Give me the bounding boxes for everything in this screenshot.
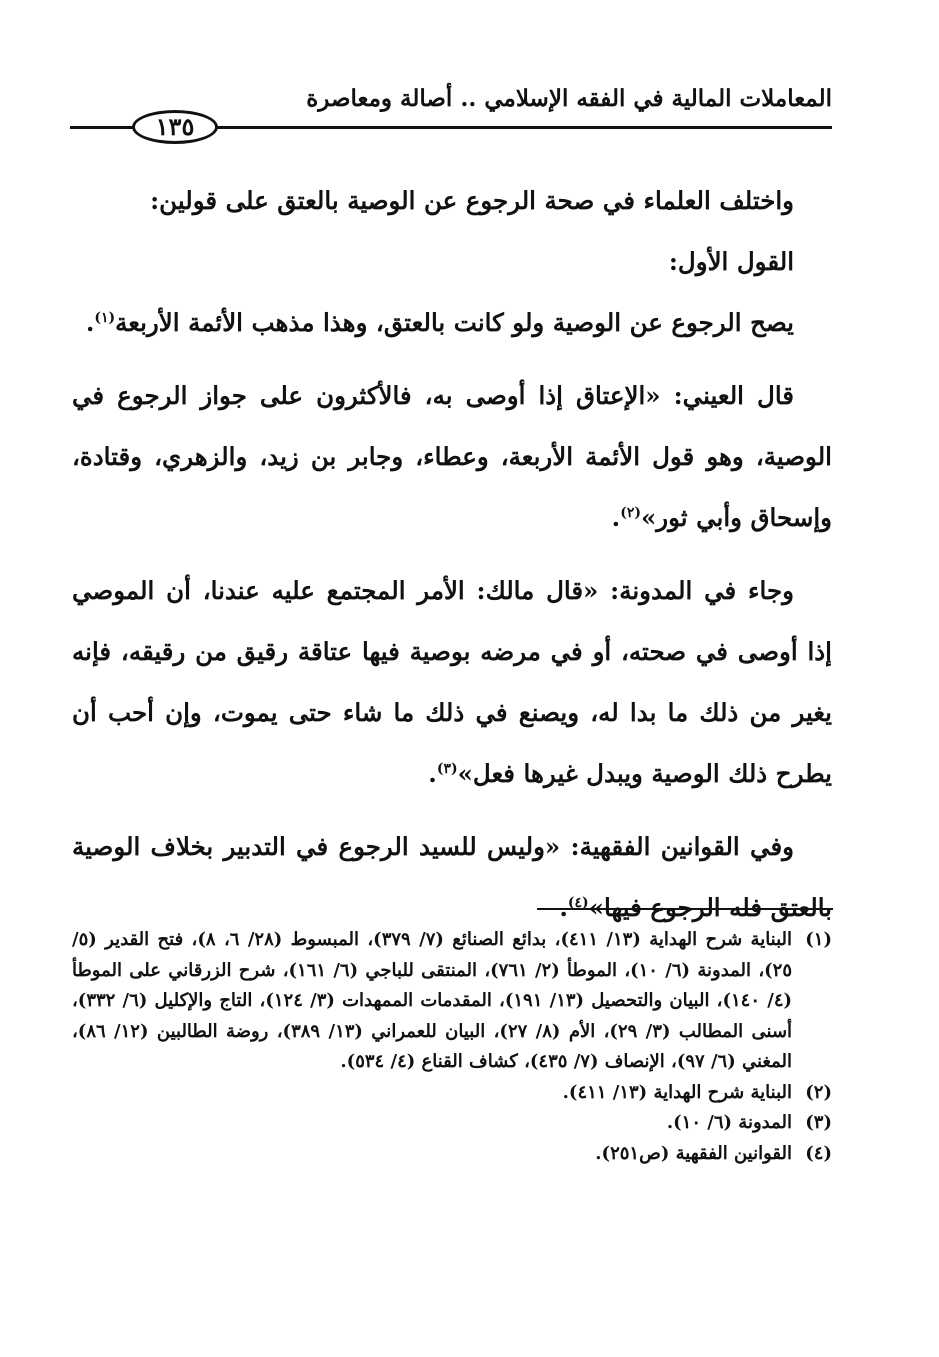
footnote-text: البناية شرح الهداية (١٣/ ٤١١). xyxy=(562,1081,792,1103)
section-heading: القول الأول: xyxy=(668,247,794,276)
period: . xyxy=(559,893,568,922)
paragraph-text: يصح الرجوع عن الوصية ولو كانت بالعتق، وهذا مذهب الأئمة الأربعة xyxy=(115,308,794,337)
footnote-ref-4: (٤) xyxy=(567,895,589,911)
footnote-number: (٤) xyxy=(805,1142,832,1164)
period: . xyxy=(428,759,437,788)
footnote-text: البناية شرح الهداية (١٣/ ٤١١)، بدائع الصنائع (٧/ ٣٧٩)، المبسوط (٢٨/ ٦، ٨)، فتح القدير (٥/ ٢٥)، المدونة (٦/ ١٠)، الموطأ (٢/ ٧٦١)، المنتقى للباجي (٦/ ١٦١)، شرح الزرقاني على الموطأ (٤/ ١٤٠)، البيان والتحصيل (١٣/ ١٩١)، المقدمات الممهدات (٣/ ١٢٤)، التاج والإكليل (٦/ ٣٣٢)، أسنى المطالب (٣/ ٢٩)، الأم (٨/ ٢٧)، البيان للعمراني (١٣/ ٣٨٩)، روضة الطالبين (١٢/ ٨٦)، المغني (٦/ ٩٧)، الإنصاف (٧/ ٤٣٥)، كشاف القناع (٤/ ٥٣٤). xyxy=(72,929,793,1072)
footnote-1 xyxy=(72,925,832,1078)
paragraph-qawanin-quote xyxy=(72,816,832,938)
paragraph-mudawwana-quote xyxy=(72,560,832,804)
paragraph-ayni-quote xyxy=(72,365,832,548)
paragraph-text: وجاء في المدونة: «قال مالك: الأمر المجتمع عليه عندنا، أن الموصي إذا أوصى في صحته، أو في مرضه بوصية فيها عتاقة رقيق من رقيقه، فإنه يغير من ذلك ما بدا له، ويصنع في ذلك ما شاء حتى يموت، وإن أحب أن يطرح ذلك الوصية ويبدل غيرها فعل» xyxy=(72,576,832,788)
footnote-2 xyxy=(72,1078,832,1109)
paragraph-text: قال العيني: «الإعتاق إذا أوصى به، فالأكثرون على جواز الرجوع في الوصية، وهو قول الأئمة الأربعة، وعطاء، وجابر بن زيد، والزهري، وقتادة، وإسحاق وأبي ثور» xyxy=(72,381,832,532)
footnote-ref-1: (١) xyxy=(94,310,116,326)
footnote-separator xyxy=(537,908,833,910)
footnote-4 xyxy=(72,1139,832,1170)
period: . xyxy=(85,308,95,337)
intro-paragraph: واختلف العلماء في صحة الرجوع عن الوصية بالعتق على قولين: xyxy=(150,186,794,215)
footnote-number: (١) xyxy=(805,929,832,950)
paragraph-first-opinion xyxy=(72,292,832,353)
footnote-ref-2: (٢) xyxy=(620,505,641,521)
footnote-3 xyxy=(72,1108,832,1139)
footnote-text: القوانين الفقهية (ص٢٥١). xyxy=(595,1142,792,1164)
footnotes xyxy=(72,925,832,1169)
footnote-number: (٢) xyxy=(805,1081,832,1103)
main-text xyxy=(72,170,832,938)
footnote-text: المدونة (٦/ ١٠). xyxy=(666,1112,792,1133)
period: . xyxy=(611,503,621,532)
footnote-number: (٣) xyxy=(805,1112,832,1133)
page-number: ١٣٥ xyxy=(132,110,218,144)
footnote-ref-3: (٣) xyxy=(436,761,458,777)
running-title: المعاملات المالية في الفقه الإسلامي .. أصالة ومعاصرة xyxy=(306,85,832,112)
paragraph-text: وفي القوانين الفقهية: «وليس للسيد الرجوع في التدبير بخلاف الوصية بالعتق فله الرجوع فيها» xyxy=(72,832,832,922)
